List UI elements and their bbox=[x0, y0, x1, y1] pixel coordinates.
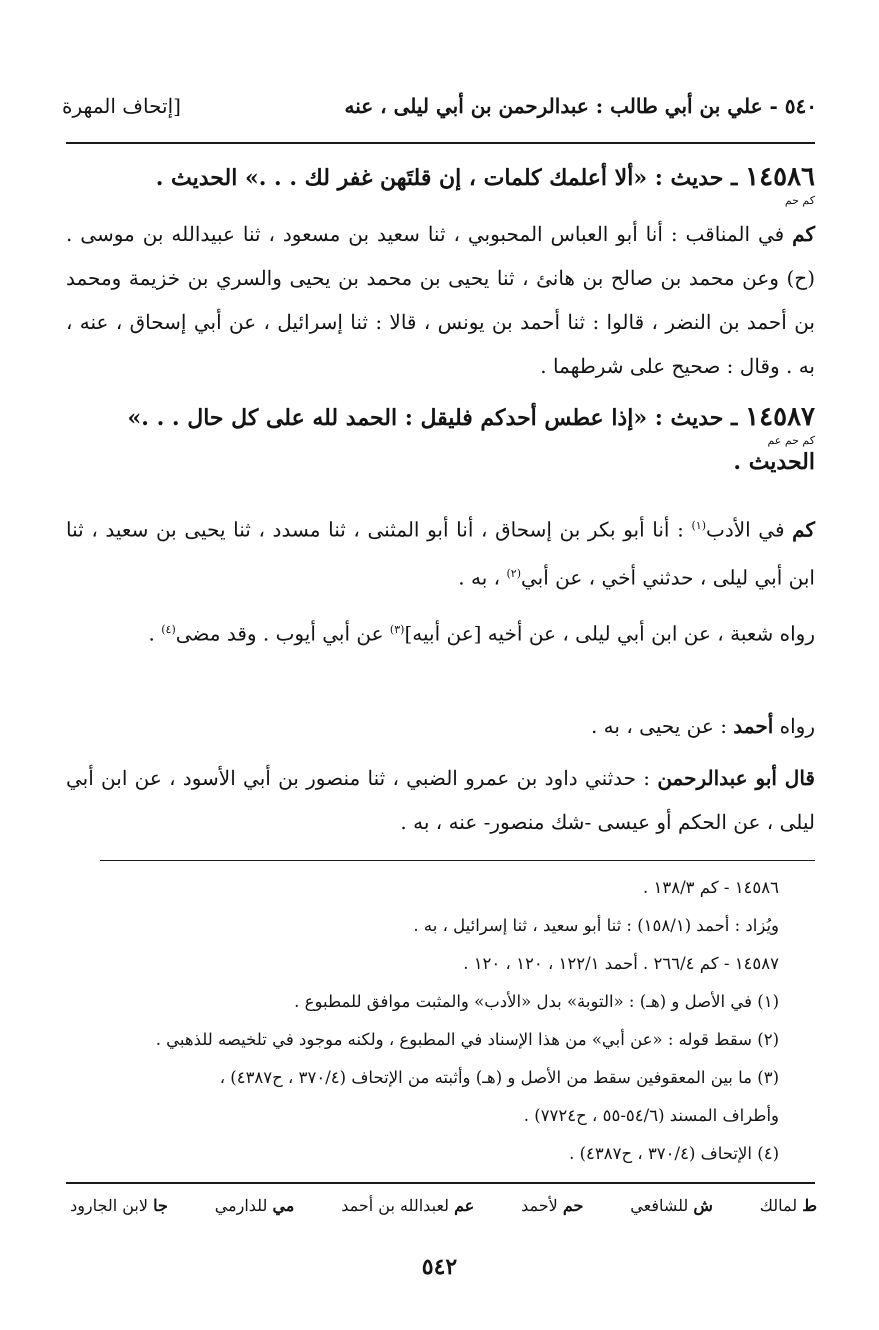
paragraph-text: ، به . bbox=[458, 565, 507, 590]
footnote-line: ١٤٥٨٦ - كم ١٣٨/٣ . bbox=[643, 878, 779, 897]
abbreviation-legend bbox=[70, 1196, 817, 1215]
paragraph-text: . bbox=[148, 621, 162, 646]
header-rule bbox=[66, 142, 815, 144]
legend-item: جا لابن الجارود bbox=[70, 1196, 168, 1215]
footnote-line: (١) في الأصل و (هـ) : «التوبة» بدل «الأدب» والمثبت موافق للمطبوع . bbox=[294, 992, 779, 1011]
running-header bbox=[62, 88, 817, 124]
paragraph-text: عن أبي أيوب . وقد مضى bbox=[175, 621, 390, 646]
source-code-lead: كم bbox=[792, 517, 815, 542]
hadith-14586-body bbox=[66, 212, 815, 388]
legend-item: ش للشافعي bbox=[630, 1196, 713, 1215]
footnote-ref: (٣) bbox=[389, 623, 405, 636]
hadith-title: ـ حديث : «ألا أعلمك كلمات ، إن قلتَهن غفر لك . . .» الحديث . bbox=[155, 165, 746, 191]
footnote-line: ١٤٥٨٧ - كم ٢٦٦/٤ . أحمد ١٢٢/١ ، ١٢٠ ، ١٢٠ . bbox=[463, 954, 779, 973]
legend-item: ط لمالك bbox=[759, 1196, 817, 1215]
narrator-name: أحمد bbox=[733, 714, 774, 738]
paragraph-text: رواه bbox=[773, 714, 815, 738]
footnote-line: وأطراف المسند (٥٤/٦-٥٥ ، ح٧٧٢٤) . bbox=[523, 1106, 779, 1125]
hadith-14587-para1 bbox=[66, 504, 815, 599]
footnote-line: (٤) الإتحاف (٣٧٠/٤ ، ح٤٣٨٧) . bbox=[569, 1144, 779, 1163]
legend-rule bbox=[66, 1182, 815, 1184]
paragraph-text: في المناقب : أنا أبو العباس المحبوبي ، ثنا سعيد بن مسعود ، ثنا عبيدالله بن موسى . (ح) وعن محمد بن صالح بن هانئ ، ثنا يحيى بن محمد بن يحيى والسري بن خزيمة ومحمد بن أحمد بن النضر ، قالوا : ثنا أحمد بن يونس ، قالا : ثنا إسرائيل ، عن أبي إسحاق ، عنه ، به . وقال : صحيح على شرطهما . bbox=[66, 222, 815, 378]
legend-item: عم لعبدالله بن أحمد bbox=[341, 1196, 475, 1215]
legend-item: مي للدارمي bbox=[214, 1196, 295, 1215]
source-codes: كم حم عم bbox=[767, 434, 815, 447]
footnote-line: (٣) ما بين المعقوفين سقط من الأصل و (هـ) وأثبته من الإتحاف (٣٧٠/٤ ، ح٤٣٨٧) ، bbox=[219, 1068, 779, 1087]
paragraph-text: : حدثني داود بن عمرو الضبي ، ثنا منصور بن أبي الأسود ، عن ابن أبي ليلى ، عن الحكم أو عيسى -شك منصور- عنه ، به . bbox=[66, 766, 815, 834]
footnote-ref: (١) bbox=[691, 519, 706, 532]
paragraph-text: : عن يحيى ، به . bbox=[590, 714, 734, 738]
hadith-14587-para2 bbox=[66, 608, 815, 656]
hadith-14586-heading bbox=[66, 160, 815, 207]
source-code-lead: كم bbox=[792, 222, 815, 246]
paragraph-text: رواه شعبة ، عن ابن أبي ليلى ، عن أخيه [عن أبيه] bbox=[404, 621, 815, 646]
paragraph-text: في الأدب bbox=[705, 517, 793, 542]
hadith-14587-para3 bbox=[66, 704, 815, 748]
header-book-title: [إتحاف المهرة bbox=[62, 94, 181, 118]
hadith-title: ـ حديث : «إذا عطس أحدكم فليقل : الحمد لله على كل حال . . .» bbox=[127, 405, 746, 431]
footnote-line: (٢) سقط قوله : «عن أبي» من هذا الإسناد في المطبوع ، ولكنه موجود في تلخيصه للذهبي . bbox=[155, 1030, 779, 1049]
narrator-name: قال أبو عبدالرحمن bbox=[657, 766, 815, 790]
footnote-line: ويُزاد : أحمد (١٥٨/١) : ثنا أبو سعيد ، ثنا إسرائيل ، به . bbox=[413, 916, 779, 935]
footnote-ref: (٢) bbox=[506, 566, 521, 580]
footnotes bbox=[66, 869, 779, 1173]
page-number: ٥٤٢ bbox=[421, 1254, 458, 1280]
hadith-number: ١٤٥٨٧ bbox=[745, 402, 815, 432]
header-chapter: ٥٤٠ - علي بن أبي طالب : عبدالرحمن بن أبي ليلى ، عنه bbox=[344, 94, 817, 118]
footnote-rule bbox=[100, 860, 815, 861]
hadith-14587-heading bbox=[66, 400, 815, 477]
source-codes: كم حم bbox=[784, 194, 815, 207]
hadith-title-end: الحديث . bbox=[733, 449, 815, 475]
legend-item: حم لأحمد bbox=[521, 1196, 584, 1215]
hadith-number: ١٤٥٨٦ bbox=[745, 162, 815, 192]
paragraph-text: : أنا أبو بكر بن إسحاق ، أنا أبو المثنى ، ثنا مسدد ، ثنا يحيى بن سعيد ، ثنا ابن أبي ليلى ، حدثني أخي ، عن أبي bbox=[66, 517, 815, 590]
hadith-14587-para4 bbox=[66, 756, 815, 844]
footnote-ref: (٤) bbox=[161, 623, 176, 636]
